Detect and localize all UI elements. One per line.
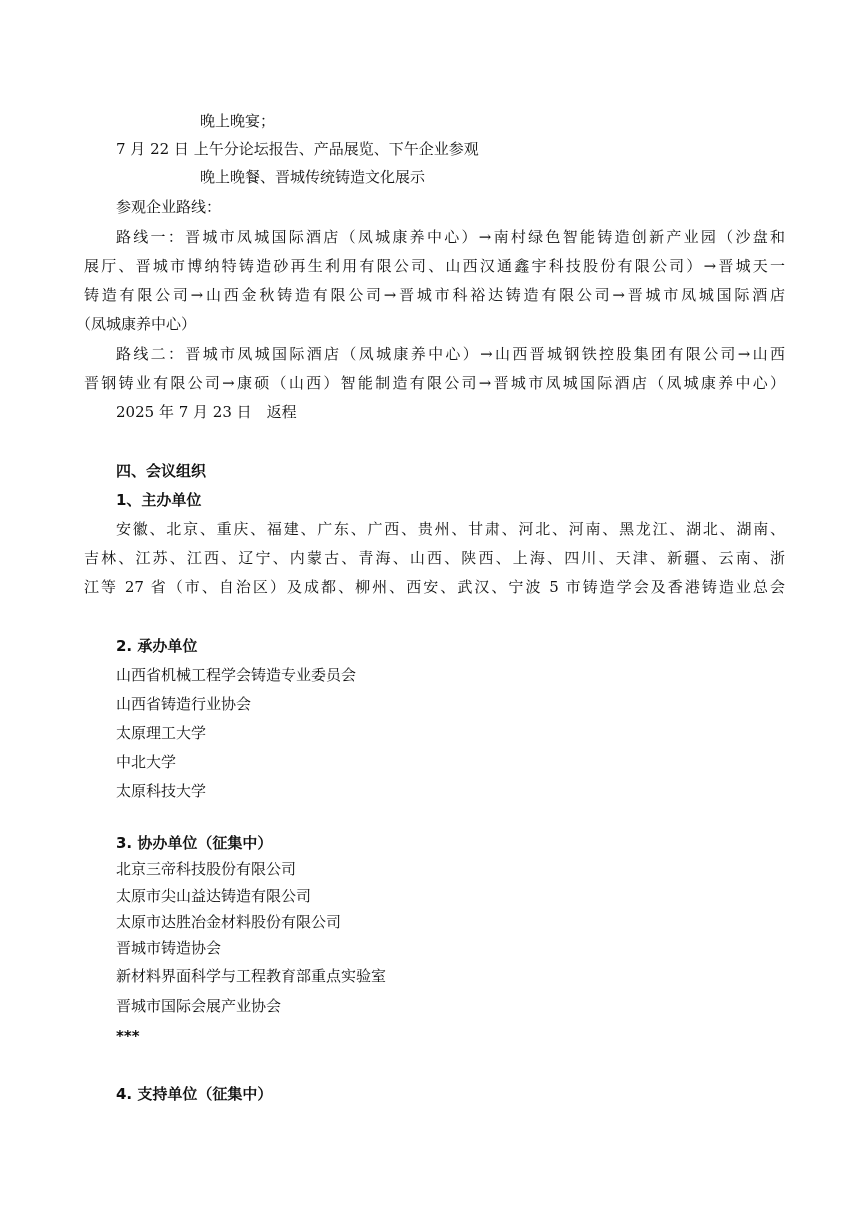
route2-line1: 路线二：晋城市凤城国际酒店（凤城康养中心）→山西晋城钢铁控股集团有限公司→山西 [116,345,785,363]
route1-line4: （凤城康养中心） [76,315,197,333]
organizer-item: 山西省铸造行业协会 [116,695,252,713]
schedule-day-723: 2025 年 7 月 23 日 返程 [116,403,297,421]
schedule-evening-banquet: 晚上晚宴； [200,112,276,130]
route1-line3: 铸造有限公司→山西金秋铸造有限公司→晋城市科裕达铸造有限公司→晋城市凤城国际酒店 [84,286,785,304]
organizer-item: 山西省机械工程学会铸造专业委员会 [116,666,357,684]
organizer-item: 太原科技大学 [116,782,207,800]
co-organizer-item: 晋城市国际会展产业协会 [116,997,282,1015]
hosts-title: 1、主办单位 [116,491,202,509]
route1-line1: 路线一：晋城市凤城国际酒店（凤城康养中心）→南村绿色智能铸造创新产业园（沙盘和 [116,228,785,246]
co-organizer-item: 太原市达胜冶金材料股份有限公司 [116,913,342,931]
hosts-line1: 安徽、北京、重庆、福建、广东、广西、贵州、甘肃、河北、河南、黑龙江、湖北、湖南、 [116,520,785,538]
hosts-line3: 江等 27 省（市、自治区）及成都、柳州、西安、武汉、宁波 5 市铸造学会及香港铸造业总会 [84,578,785,596]
schedule-day-722-evening: 晚上晚餐、晋城传统铸造文化展示 [200,168,426,186]
route1-line2: 展厅、晋城市博纳特铸造砂再生利用有限公司、山西汉通鑫宇科技股份有限公司）→晋城天一 [84,257,785,275]
section-title-organization: 四、会议组织 [116,462,207,480]
organizer-item: 太原理工大学 [116,724,207,742]
organizers-title: 2. 承办单位 [116,637,198,655]
route2-line2: 晋钢铸业有限公司→康硕（山西）智能制造有限公司→晋城市凤城国际酒店（凤城康养中心） [84,374,785,392]
co-organizer-item: 晋城市铸造协会 [116,939,222,957]
co-organizer-item: 太原市尖山益达铸造有限公司 [116,887,312,905]
co-organizer-item: 北京三帝科技股份有限公司 [116,860,297,878]
hosts-line2: 吉林、江苏、江西、辽宁、内蒙古、青海、山西、陕西、上海、四川、天津、新疆、云南、浙 [84,549,785,567]
co-organizers-title: 3. 协办单位（征集中） [116,834,273,852]
schedule-day-722: 7 月 22 日 上午分论坛报告、产品展览、下午企业参观 [116,140,479,158]
co-organizers-more: *** [116,1027,140,1045]
co-organizer-item: 新材料界面科学与工程教育部重点实验室 [116,967,387,985]
organizer-item: 中北大学 [116,753,177,771]
supporters-title: 4. 支持单位（征集中） [116,1085,273,1103]
visit-routes-title: 参观企业路线： [116,198,222,216]
